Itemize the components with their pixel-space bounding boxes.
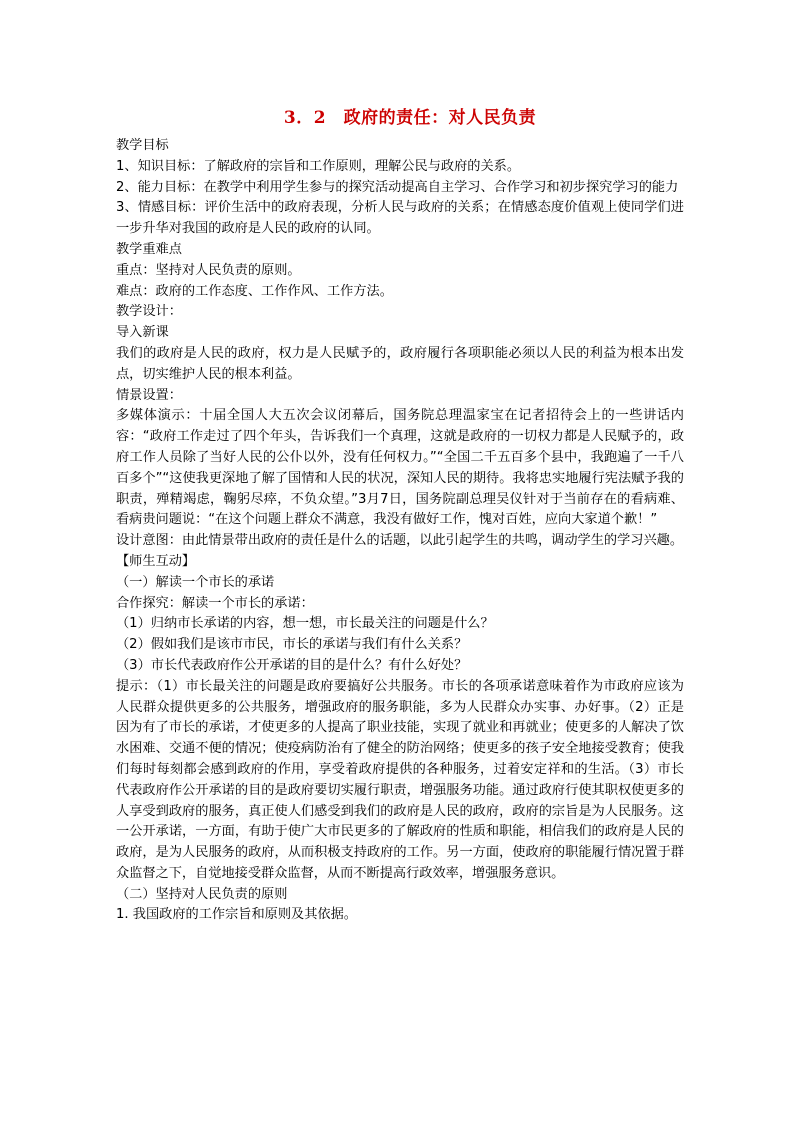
document-title: 3．2 政府的责任：对人民负责: [283, 108, 537, 128]
heading-key-points: 教学重难点: [116, 241, 182, 257]
document-page: [116, 104, 684, 926]
heading-interaction: 【师生互动】: [116, 553, 196, 569]
design-intent: 设计意图：由此情景带出政府的责任是什么的话题，以此引起学生的共鸣，调动学生的学习兴趣。: [116, 533, 684, 549]
difficult-point: 难点：政府的工作态度、工作作风、工作方法。: [116, 283, 393, 299]
section-one-title: （一）解读一个市长的承诺: [116, 574, 275, 590]
intro-text: 我们的政府是人民的政府，权力是人民赋予的，政府履行各项职能必须以人民的利益为根本出发点，切实维护人民的根本利益。: [116, 345, 684, 382]
cooperative-inquiry: 合作探究：解读一个市长的承诺：: [116, 595, 314, 611]
question-2: （2）假如我们是该市市民，市长的承诺与我们有什么关系？: [116, 637, 468, 653]
point-1: 1. 我国政府的工作宗旨和原则及其依据。: [116, 907, 357, 923]
heading-teaching-design: 教学设计：: [116, 304, 182, 320]
section-two-title: （二）坚持对人民负责的原则: [116, 886, 288, 902]
heading-teaching-goals: 教学目标: [116, 138, 169, 153]
key-point: 重点：坚持对人民负责的原则。: [116, 262, 301, 278]
heading-scenario: 情景设置：: [116, 387, 182, 403]
goal-ability: 2、能力目标：在教学中利用学生参与的探究活动提高自主学习、合作学习和初步探究学习的能力: [116, 179, 679, 195]
heading-intro: 导入新课: [116, 325, 169, 341]
question-3: （3）市长代表政府作公开承诺的目的是什么？有什么好处？: [116, 657, 468, 673]
goal-emotion: 3、情感目标：评价生活中的政府表现，分析人民与政府的关系；在情感态度价值观上使同学们进一步升华对我国的政府是人民的政府的认同。: [116, 200, 684, 237]
question-1: （1）归纳市长承诺的内容，想一想，市长最关注的问题是什么？: [116, 616, 494, 632]
scenario-text: 多媒体演示：十届全国人大五次会议闭幕后，国务院总理温家宝在记者招待会上的一些讲话内容：“政府工作走过了四个年头，告诉我们一个真理，这就是政府的一切权力都是人民赋予的，政府工作人员除了当好人民的公仆以外，没有任何权力。”“全国二千五百多个县中，我跑遍了一千八百多个”“这使我更深地了解了国情和人民的状况，深知人民的期待。我将忠实地履行宪法赋予我的职责，殚精竭虑，鞠躬尽瘁，不负众望。”3月7日，国务院副总理吴仪针对于当前存在的看病难、看病贵问题说：“在这个问题上群众不满意，我没有做好工作，愧对百姓，应向大家道个歉！”: [116, 408, 685, 528]
goal-knowledge: 1、知识目标：了解政府的宗旨和工作原则，理解公民与政府的关系。: [116, 158, 521, 174]
hint-text: 提示：（1）市长最关注的问题是政府要搞好公共服务。市长的各项承诺意味着作为市政府应该为人民群众提供更多的公共服务，增强政府的服务职能，多为人民群众办实事、办好事。（2）正是因为有了市长的承诺，才使更多的人提高了职业技能，实现了就业和再就业；使更多的人解决了饮水困难、交通不便的情况；使疫病防治有了健全的防治网络；使更多的孩子安全地接受教育；使我们每时每刻都会感到政府的作用，享受着政府提供的各种服务，过着安定祥和的生活。（3）市长代表政府作公开承诺的目的是政府要切实履行职责，增强服务功能。通过政府行使其职权使更多的人享受到政府的服务，真正使人们感受到我们的政府是人民的政府，政府的宗旨是为人民服务。这一公开承诺，一方面，有助于使广大市民更多的了解政府的性质和职能，相信我们的政府是人民的政府，是为人民服务的政府，从而积极支持政府的工作。另一方面，使政府的职能履行情况置于群众监督之下，自觉地接受群众监督，从而不断提高行政效率，增强服务意识。: [116, 678, 684, 881]
